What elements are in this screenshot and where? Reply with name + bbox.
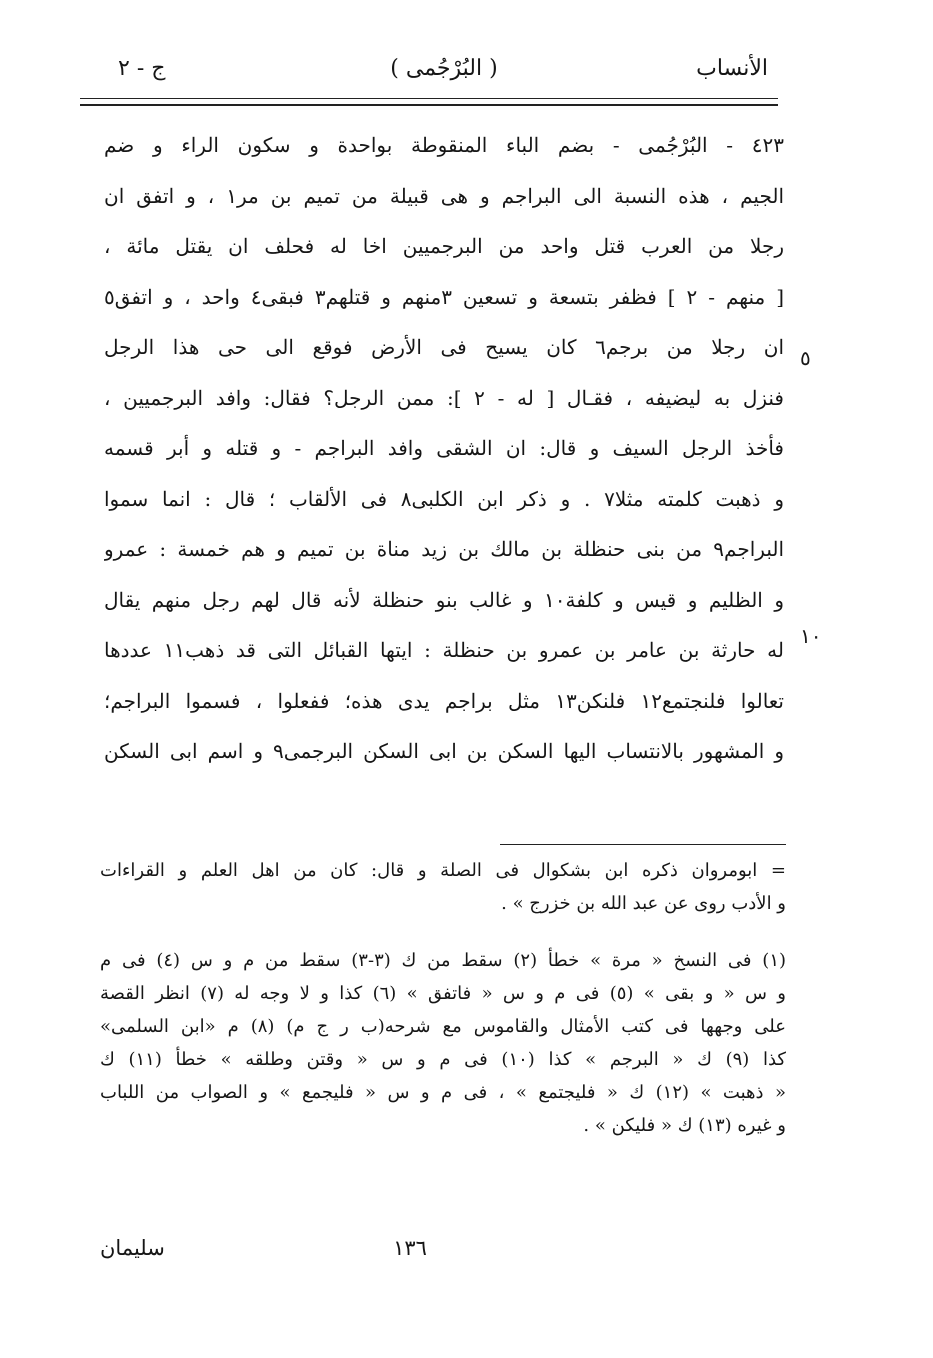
header-rule-thick: [80, 104, 778, 106]
page-footer: [100, 1236, 720, 1268]
printer-signature: سليمان: [100, 1236, 165, 1260]
text-line: فأخذ الرجل السيف و قال: ان الشقى وافد البراجم - و قتله و أبر قسمه: [104, 436, 784, 460]
header-rule-thin: [80, 98, 778, 99]
text-line: رجلا من العرب قتل واحد من البرجميين اخا له فحلف ان يقتل مائة ،: [104, 234, 784, 258]
line-number-10: ١٠: [800, 624, 822, 648]
text-line: ان رجلا من برجم٦ كان يسيح فى الأرض فوقع الى حى هذا الرجل: [104, 335, 784, 359]
running-header: [108, 52, 780, 92]
text-line: و الظليم و قيس و كلفة١٠ و غالب بنو حنظلة لأنه قال لهم رجل منهم يقال: [104, 587, 784, 612]
text-line: و ذهبت كلمته مثلا٧ . و ذكر ابن الكلبى٨ فى الألقاب ؛ قال : انما سموا: [104, 486, 784, 511]
footnote-line: على وجهها فى كتب الأمثال والقاموس مع شرحه(ب ر ج م) (٨) م «ابن السلمى»: [100, 1016, 786, 1037]
text-line: البراجم٩ من بنى حنظلة بن مالك بن زيد مناة بن تميم و هم خمسة : عمرو: [104, 537, 784, 561]
text-line: و المشهور بالانتساب اليها السكن بن ابى السكن البرجمى٩ و اسم ابى السكن: [104, 739, 784, 763]
footnotes: [100, 854, 786, 1142]
footnote-continuation-line: و الأدب روى عن عبد الله بن خزرج » .: [501, 893, 786, 914]
text-line: تعالوا فلنجتمع١٢ فلنكن١٣ مثل براجم يدى هذه؛ ففعلوا ، فسموا البراجم؛: [104, 688, 784, 713]
page-number: ١٣٦: [393, 1236, 427, 1260]
footnote-continuation-line: = ابومروان ذكره ابن بشكوال فى الصلة و قال: كان من اهل العلم و القراءات: [100, 860, 786, 881]
footnote-line: « ذهبت » (١٢) ك « فليجتمع » ، فى م و س « فليجمع » و الصواب من اللباب: [100, 1082, 786, 1103]
main-text: [104, 120, 784, 777]
footnote-line: و غيره (١٣) ك « فليكن » .: [583, 1115, 786, 1136]
text-line: فنزل به ليضيفه ، فقـال [ له - ٢ ]: ممن الرجل؟ فقال: وافد البرجميين ،: [104, 385, 784, 410]
footnote-line: كذا (٩) ك « البرجم » كذا (١٠) فى م و س « وقتن وطلقه » خطأ (١١) ك: [100, 1049, 786, 1070]
text-line: له حارثة بن عامر بن عمرو بن حنظلة : ايتها القبائل التى قد ذهب١١ عددها: [104, 638, 784, 662]
section-title: الأنساب: [696, 56, 768, 81]
volume-label: ج - ٢: [118, 56, 166, 81]
footnote-line: و س « و بقى » (٥) فى م و س « فاتفق » (٦) كذا و لا وجه له (٧) انظر القصة: [100, 983, 786, 1004]
text-line: [ منهم - ٢ ] فظفر بتسعة و تسعين ٣منهم و قتلهم٣ فبقى٤ واحد ، و اتفق٥: [104, 284, 784, 309]
text-line: ٤٢٣ - البُرْجُمى - بضم الباء المنقوطة بواحدة و سكون الراء و ضم: [104, 133, 784, 157]
entry-title: ( البُرْجُمى ): [390, 56, 498, 81]
footnote-separator: [500, 844, 786, 845]
footnote-line: (١) فى النسخ « مرة » خطأ (٢) سقط من ك (٣-٣) سقط من م و س (٤) فى م: [100, 950, 786, 971]
line-number-5: ٥: [800, 346, 811, 370]
text-line: الجيم ، هذه النسبة الى البراجم و هى قبيلة من تميم بن مر١ ، و اتفق ان: [104, 183, 784, 208]
